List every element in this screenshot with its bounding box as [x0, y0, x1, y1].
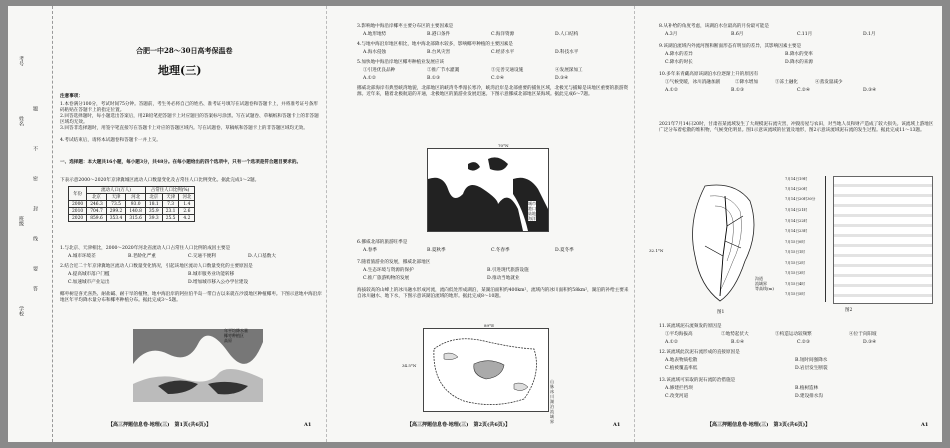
table-header-city: 天津 — [106, 194, 126, 201]
side-label-warn-2: 要 — [32, 266, 38, 271]
table-cell: 2020 — [69, 215, 87, 222]
subject-title: 地理(三) — [158, 64, 202, 77]
note-2: 2.回答选择题时，每小题选出答案后，用2B铅笔把答题卡上对应题目的答案标号涂黑。写在试题卷、草稿纸和答题卡上的非答题区域均无效。 — [60, 114, 319, 125]
q3-option-c: C.海洋资源 — [491, 32, 515, 37]
map3-longitude: 89°E — [484, 323, 495, 328]
q1-option-d: D.人口基数大 — [248, 254, 276, 259]
q1-option-c: C.交通不便利 — [188, 254, 216, 259]
q6-option-c: C.冬春季 — [491, 248, 510, 253]
q10-option-b: B.①③ — [731, 88, 745, 93]
q8-option-b: B.6月 — [731, 32, 744, 37]
note-1: 1.本卷满分100分，考试时间75分钟。答题前，考生务必将自己的姓名、准考证号填写在试题卷和答题卡上，并将准考证号条形码粘贴在答题卡上的指定位置。 — [60, 102, 318, 113]
timeline-time: 7月14日20时 — [785, 187, 808, 191]
q12-option-a: A.地表物质松散 — [665, 358, 698, 363]
table-cell: 35.9 — [145, 208, 162, 215]
footer-mark-1: A1 — [304, 422, 312, 428]
map2-legend — [528, 201, 536, 221]
intro-q3-5: 椰枣树是喜光喜热、耐盐碱、耐干旱的植物，地中海沿岸的阿拉伯半岛一带自古以来就在沙漠地区种植椰枣。下图示意地中海沿岸地区年平均降水量分布和椰枣种植分布。据此完成3～5题。 — [60, 292, 322, 303]
legend-item: 年平均降水量 — [224, 328, 248, 333]
q4-option-c: C.经济水平 — [491, 50, 515, 55]
map1-legend — [224, 328, 248, 343]
q11-option-d: D.③④ — [863, 340, 877, 345]
island — [468, 162, 480, 171]
q7-option-c: C.推广旅游购物的发展 — [363, 276, 410, 281]
legend-item: 流域界 — [550, 409, 554, 424]
q4-option-b: B.台风灾害 — [427, 50, 451, 55]
q2-option-c: C.加速城市产业运出 — [68, 280, 110, 285]
legend-item: 冰川 — [550, 389, 554, 399]
timeline-time: 7月14日22时 — [785, 219, 808, 223]
side-label-warn-1: 不 — [32, 146, 38, 151]
question-4: 4.与地中海沿岸地区相比，地中海北部降水较多，影响椰枣种植的主要因素是 — [357, 42, 513, 47]
question-7: 7.随着旅游业的发展，挪威北部地区 — [357, 260, 431, 265]
table-cell: 704.7 — [87, 208, 107, 215]
q5-option-b: B.①③ — [427, 76, 441, 81]
legend-item: 椰枣种植区 — [224, 333, 244, 338]
table-cell: 2010 — [69, 208, 87, 215]
timeline-time: 7月15日4时 — [785, 282, 805, 286]
table-header-city: 天津 — [162, 194, 179, 201]
q1-option-a: A.城市环境差 — [68, 254, 96, 259]
q11-item-4: ④位于向阳坡 — [849, 332, 877, 337]
timeline-axis — [825, 176, 826, 302]
legend-item: 高原 — [224, 338, 232, 343]
exam-sheet — [8, 6, 942, 442]
table-cell: 7.3 — [162, 201, 179, 208]
footer-page-2: 【高三押题信息卷·地理(三) 第2页(共6页)】 — [407, 422, 511, 428]
legend-item: 海洋 — [528, 216, 536, 221]
table-cell: 73.5 — [106, 201, 126, 208]
timeline-time: 7月15日1时 — [785, 250, 805, 254]
intro-q6-7: 挪威北部海岸有典型峡湾地貌，北部地区的峡湾冬季漫长寒冷，峡湾沿岸是北部重要的捕鱼区域，北极光与捕鲸是该地区重要的旅游资源。近年来，随着北极航道的开通，北极地区的旅游业发展迅速。下图示意挪威北部地区某海域。据此完成6～7题。 — [357, 86, 629, 97]
q6-option-d: D.夏冬季 — [555, 248, 574, 253]
norway-coast-land — [428, 178, 523, 231]
q5-item-1: ①引进优良品种 — [363, 68, 396, 73]
question-8: 8.从补给的角度考虑，该湖泊水位最高的月份最可能是 — [659, 24, 770, 29]
map3-latitude: 34.5°N — [402, 363, 417, 368]
table-cell: 93.0 — [126, 201, 146, 208]
timeline-time: 7月15日2时 — [785, 261, 805, 265]
q8-option-c: C.11月 — [797, 32, 813, 37]
q5-option-c: C.②④ — [491, 76, 505, 81]
timeline-event-boxes — [833, 176, 933, 304]
q13-option-c: C.改变河道 — [665, 394, 689, 399]
q9-option-a: A.降水的差异 — [665, 52, 693, 57]
figure-2-timeline — [785, 176, 935, 313]
legend-item: 等高线(m) — [755, 286, 774, 291]
footer-page-3: 【高三押题信息卷·地理(三) 第3页(共6页)】 — [707, 422, 811, 428]
legend-item: 湖泊 — [550, 399, 554, 409]
fig2-label: 图2 — [845, 308, 853, 313]
lake-basin-map-drawing — [424, 329, 548, 411]
table-cell: 140.8 — [126, 208, 146, 215]
q9-option-b: B.降水的变率 — [785, 52, 813, 57]
q7-option-d: D.推动当地就业 — [487, 276, 520, 281]
q11-item-2: ②地势起伏大 — [721, 332, 749, 337]
q5-item-4: ④发展深加工 — [555, 68, 583, 73]
q2-option-d: D.增加城市移入公办学位建设 — [188, 280, 249, 285]
q5-item-3: ③完善交通设施 — [491, 68, 524, 73]
q13-option-d: D.建设排水沟 — [795, 394, 823, 399]
table-cell: 2000 — [69, 201, 87, 208]
table-cell: 25.5 — [162, 215, 179, 222]
question-1: 1.与北京、天津相比，2000～2020年河北省流动人口占常住人口比例的成因主要是 — [60, 246, 231, 251]
table-header-year: 年份 — [69, 187, 87, 201]
q3-option-d: D.人口结构 — [555, 32, 579, 37]
question-13: 13.该流域可采取的泥石流防治措施是 — [659, 378, 736, 383]
footer-mark-3: A1 — [921, 422, 929, 428]
q5-option-a: A.①② — [363, 76, 377, 81]
timeline-time: 7月15日3时 — [785, 271, 805, 275]
q8-option-a: A.3月 — [665, 32, 678, 37]
side-label-seal-1: 密 — [32, 176, 38, 181]
q12-option-c: C.植被覆盖率低 — [665, 366, 698, 371]
island — [488, 157, 508, 170]
legend-item: 城市 — [528, 201, 536, 206]
table-header-group1: 流动人口(万人) — [87, 187, 146, 194]
timeline-time: 7月15日5时 — [785, 292, 805, 296]
timeline-time: 7月14日19时 — [785, 177, 808, 181]
notes-heading: 注意事项： — [60, 94, 83, 99]
page-3 — [634, 6, 943, 442]
mediterranean-map — [128, 324, 268, 404]
table-cell: 859.6 — [87, 215, 107, 222]
q1-option-b: B.老龄化严重 — [128, 254, 156, 259]
fig1-latitude: 32.1°N — [649, 248, 664, 253]
table-header-city: 北京 — [87, 194, 107, 201]
q4-option-a: A.海水侵蚀 — [363, 50, 387, 55]
q11-item-1: ①平均海拔高 — [665, 332, 693, 337]
side-label-class: 班级 — [18, 216, 24, 226]
legend-item: 流域界 — [755, 281, 767, 286]
fig1-legend — [755, 276, 774, 291]
table-cell: 315.6 — [126, 215, 146, 222]
q13-option-b: B.植树造林 — [795, 386, 819, 391]
q6-option-b: B.夏秋季 — [427, 248, 446, 253]
question-11: 11.该流域泥石流频发的原因是 — [659, 324, 722, 329]
legend-item: 山脉 — [550, 379, 554, 389]
question-10: 10.多年来青藏高原该湖泊水位逐渐上升的原因有 — [659, 72, 759, 77]
table-cell: 1.4 — [179, 201, 195, 208]
table-row — [69, 215, 195, 222]
table-cell: 2.6 — [179, 208, 195, 215]
q10-option-d: D.③④ — [863, 88, 877, 93]
table-cell: 23.1 — [162, 208, 179, 215]
q13-option-a: A.修建拦挡坝 — [665, 386, 693, 391]
table-cell: 18.1 — [145, 201, 162, 208]
timeline-time: 7月14日21时 — [785, 208, 808, 212]
note-4: 4.考试结束后，请将本试题卷和答题卡一并上交。 — [60, 138, 161, 143]
q5-item-2: ②推广节水灌溉 — [427, 68, 460, 73]
timeline-time: 7月14日23时 — [785, 229, 808, 233]
legend-item: 港口 — [528, 206, 536, 211]
intro-q8-10: 海拔较高的山峰上的冰川融水形成河流，流向低处形成湖泊，某湖泊面积约400km²，流域内的冰川面积约58km²，湖泊的补给主要来自冰川融水、地下水，下图示意该湖泊流域的地形。据此完成8～10题。 — [357, 288, 629, 299]
q6-option-a: A.春季 — [363, 248, 377, 253]
table-header-group2: 占常住人口比例(%) — [145, 187, 194, 194]
q11-option-c: C.②③ — [797, 340, 811, 345]
q11-option-a: A.①② — [665, 340, 679, 345]
question-2: 2.结合近二十年京津冀地区流动人口数量变化情况，引起该地区流动人口数量变化的主要原因是 — [60, 264, 253, 269]
table-row — [69, 201, 195, 208]
section-1-heading: 一、选择题：本大题共16小题，每小题3分，共48分。在每小题给出的四个选项中，只有一个选项是符合题目要求的。 — [60, 160, 302, 165]
q10-option-a: A.①② — [665, 88, 679, 93]
side-label-name: 姓名 — [18, 116, 24, 126]
table-header-city: 河北 — [179, 194, 195, 201]
table-row — [69, 208, 195, 215]
q10-item-3: ③冻土融化 — [775, 80, 798, 85]
table-cell: 353.4 — [106, 215, 126, 222]
q4-option-d: D.科技水平 — [555, 50, 579, 55]
norway-map — [427, 143, 549, 232]
q9-option-d: D.降水的来源 — [785, 60, 813, 65]
q12-option-d: D.岩层发生断裂 — [795, 366, 828, 371]
footer-mark-2: A1 — [613, 422, 621, 428]
q7-option-b: B.引进现代旅游设施 — [487, 268, 529, 273]
intro-q11-13: 2021年7月14日20时，甘肃省某流域发生了大规模泥石流灾害，冲毁房屋与农田，对当地人员和财产造成了较大损失。该流域上游地区广泛分布着松散的堆积物，气候变化明显。图1示意该流域的位置及地形，图2示意该流域泥石流的发生过程。据此完成11～13题。 — [659, 122, 934, 133]
migration-table — [68, 186, 195, 222]
q5-option-d: D.③④ — [555, 76, 569, 81]
table-cell: 299.2 — [106, 208, 126, 215]
table-cell: 246.3 — [87, 201, 107, 208]
question-6: 6.挪威北部的旅游旺季是 — [357, 240, 408, 245]
q10-item-1: ①气候变暖，冰川消融加剧 — [665, 80, 721, 85]
note-3: 3.回答非选择题时，用签字笔直接写在答题卡上对应的答题区域内。写在试题卷、草稿纸和答题卡上的非答题区域均无效。 — [60, 126, 308, 131]
lake-basin-map — [402, 323, 554, 424]
table-cell: 4.2 — [179, 215, 195, 222]
q2-option-a: A.提高城市落户门槛 — [68, 272, 110, 277]
map3-legend — [550, 379, 554, 424]
q10-item-2: ②降水增加 — [735, 80, 758, 85]
q10-item-4: ④蒸发量减少 — [815, 80, 843, 85]
legend-item: 陆地 — [528, 211, 536, 216]
side-label-warn-3: 答 — [32, 286, 38, 291]
side-label-exam-no: 考号 — [18, 56, 24, 66]
exam-title: 合肥一中28～30日高考保温卷 — [136, 46, 233, 55]
figure-1-watershed — [649, 176, 775, 315]
table-cell: 39.3 — [145, 215, 162, 222]
question-3: 3.影响地中海沿岸椰枣主要分布区的主要因素是 — [357, 24, 454, 29]
footer-page-1: 【高三押题信息卷·地理(三) 第1页(共6页)】 — [108, 422, 212, 428]
q9-option-c: C.降水的时长 — [665, 60, 693, 65]
table-header-city: 北京 — [145, 194, 162, 201]
table-header-city: 河北 — [126, 194, 146, 201]
q2-option-b: B.城市服务业功能转移 — [188, 272, 235, 277]
q8-option-d: D.1月 — [863, 32, 876, 37]
map2-latitude: 70°N — [498, 143, 509, 148]
intro-q1-2: 下表示意2000～2020年京津冀城区流动人口数量变化及占常住人口比例变化。据此完成1～2题。 — [60, 178, 260, 183]
q3-option-b: B.港口条件 — [427, 32, 451, 37]
side-label-school: 学校 — [18, 306, 24, 316]
question-9: 9.该湖泊流域内外流河图和断面形态有明显的差异，其影响因素主要是 — [659, 44, 802, 49]
side-label-warn-4: 题 — [32, 106, 38, 111]
q7-option-a: A.生态环境与资源的保护 — [363, 268, 414, 273]
fig1-label: 图1 — [717, 310, 725, 315]
q11-item-3: ③构造运动较频繁 — [775, 332, 812, 337]
timeline-time: 7月15日0时 — [785, 240, 805, 244]
timeline-time: 7月14日20时30分 — [785, 197, 816, 201]
side-label-seal-3: 线 — [32, 236, 38, 241]
q11-option-b: B.①④ — [731, 340, 745, 345]
question-5: 5.加快地中海沿岸地区椰枣种植业发展应该 — [357, 60, 445, 65]
page-2 — [326, 6, 635, 442]
question-12: 12.该流域此次泥石流形成的直接原因是 — [659, 350, 740, 355]
binding-margin — [8, 6, 53, 442]
q10-option-c: C.②④ — [797, 88, 811, 93]
q3-option-a: A.地形地势 — [363, 32, 387, 37]
legend-item: 沟道 — [755, 276, 763, 281]
page-1 — [8, 6, 326, 442]
side-label-seal-2: 封 — [32, 206, 38, 211]
q12-option-b: B.短时间强降水 — [795, 358, 828, 363]
